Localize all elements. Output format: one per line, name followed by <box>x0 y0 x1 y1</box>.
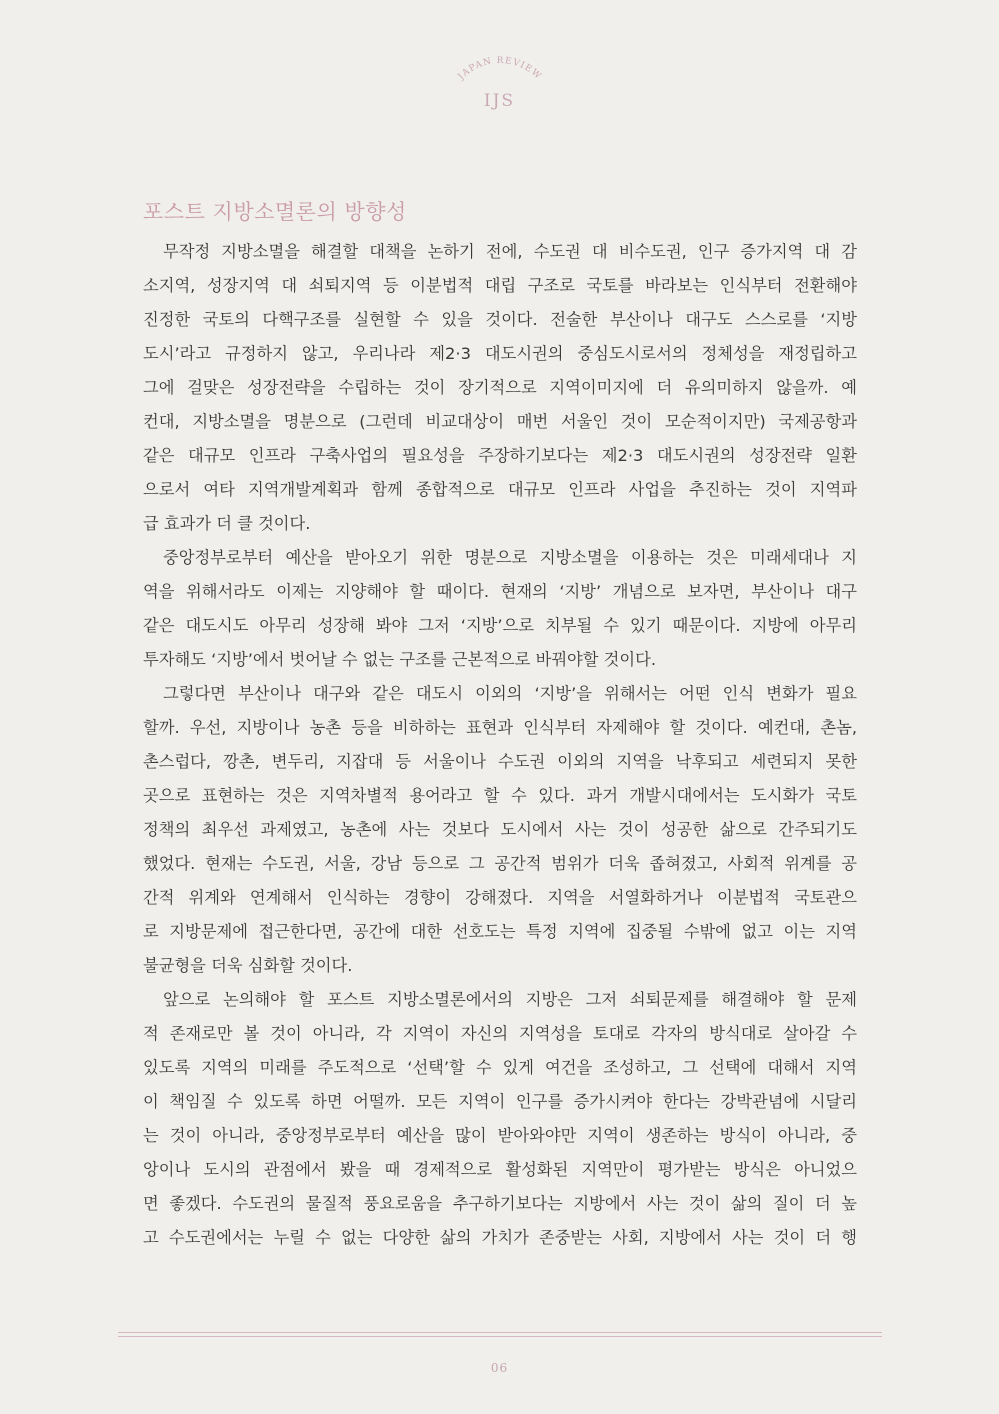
logo-mark: IJS <box>483 91 516 111</box>
paragraph-line: 했었다. 현재는 수도권, 서울, 강남 등으로 그 공간적 범위가 더욱 좁혀졌고, 사회적 위계를 공 <box>143 854 857 873</box>
journal-logo <box>0 55 999 111</box>
paragraph-line: 불균형을 더욱 심화할 것이다. <box>143 956 353 975</box>
paragraph-line: 앞으로 논의해야 할 포스트 지방소멸론에서의 지방은 그저 쇠퇴문제를 해결해야 할 문제 <box>163 990 857 1009</box>
paragraph <box>143 541 857 677</box>
paragraph-line: 같은 대규모 인프라 구축사업의 필요성을 주장하기보다는 제2·3 대도시권의 성장전략 일환 <box>143 446 857 465</box>
paragraph-line: 으로서 여타 지역개발계획과 함께 종합적으로 대규모 인프라 사업을 추진하는 것이 지역파 <box>143 480 857 499</box>
paragraph-line: 는 것이 아니라, 중앙정부로부터 예산을 많이 받아와야만 지역이 생존하는 방식이 아니라, 중 <box>143 1126 857 1145</box>
paragraph-line: 앙이나 도시의 관점에서 봤을 때 경제적으로 활성화된 지역만이 평가받는 방식은 아니었으 <box>143 1160 857 1179</box>
paragraph-line: 그렇다면 부산이나 대구와 같은 대도시 이외의 ‘지방’을 위해서는 어떤 인식 변화가 필요 <box>163 684 857 703</box>
paragraph-line: 할까. 우선, 지방이나 농촌 등을 비하하는 표현과 인식부터 자제해야 할 것이다. 예컨대, 촌놈, <box>143 718 857 737</box>
paragraph-line: 투자해도 ‘지방’에서 벗어날 수 없는 구조를 근본적으로 바꿔야할 것이다. <box>143 650 657 669</box>
paragraph-line: 컨대, 지방소멸을 명분으로 (그런데 비교대상이 매번 서울인 것이 모순적이지만) 국제공항과 <box>143 412 857 431</box>
paragraph-line: 그에 걸맞은 성장전략을 수립하는 것이 장기적으로 지역이미지에 더 유의미하지 않을까. 예 <box>143 378 857 397</box>
paragraph-line: 도시’라고 규정하지 않고, 우리나라 제2·3 대도시권의 중심도시로서의 정체성을 재정립하고 <box>143 344 857 363</box>
paragraph <box>143 235 857 541</box>
footer-rule-top <box>118 1332 882 1333</box>
paragraph <box>143 677 857 983</box>
paragraph-line: 급 효과가 더 클 것이다. <box>143 514 311 533</box>
paragraph-line: 있도록 지역의 미래를 주도적으로 ‘선택’할 수 있게 여건을 조성하고, 그 선택에 대해서 지역 <box>143 1058 857 1077</box>
footer-rule-bottom <box>118 1336 882 1337</box>
paragraph-line: 이 책임질 수 있도록 하면 어떨까. 모든 지역이 인구를 증가시켜야 한다는 강박관념에 시달리 <box>143 1092 857 1111</box>
paragraph-line: 적 존재로만 볼 것이 아니라, 각 지역이 자신의 지역성을 토대로 각자의 방식대로 살아갈 수 <box>143 1024 857 1043</box>
paragraph-line: 같은 대도시도 아무리 성장해 봐야 그저 ‘지방’으로 치부될 수 있기 때문이다. 지방에 아무리 <box>143 616 857 635</box>
paragraph-line: 로 지방문제에 접근한다면, 공간에 대한 선호도는 특정 지역에 집중될 수밖에 없고 이는 지역 <box>143 922 857 941</box>
paragraph-line: 곳으로 표현하는 것은 지역차별적 용어라고 할 수 있다. 과거 개발시대에서는 도시화가 국토 <box>143 786 857 805</box>
paragraph-line: 고 수도권에서는 누릴 수 없는 다양한 삶의 가치가 존중받는 사회, 지방에서 사는 것이 더 행 <box>143 1228 857 1247</box>
paragraph-line: 진정한 국토의 다핵구조를 실현할 수 있을 것이다. 전술한 부산이나 대구도 스스로를 ‘지방 <box>143 310 857 329</box>
paragraph-line: 간적 위계와 연계해서 인식하는 경향이 강해졌다. 지역을 서열화하거나 이분법적 국토관으 <box>143 888 857 907</box>
paragraph-line: 면 좋겠다. 수도권의 물질적 풍요로움을 추구하기보다는 지방에서 사는 것이 삶의 질이 더 높 <box>143 1194 857 1213</box>
page-number: 06 <box>490 1361 509 1375</box>
svg-text:JAPAN REVIEW <box>455 56 542 83</box>
paragraph <box>143 983 857 1255</box>
paragraph-line: 역을 위해서라도 이제는 지양해야 할 때이다. 현재의 ‘지방’ 개념으로 보자면, 부산이나 대구 <box>143 582 857 601</box>
section-title: 포스트 지방소멸론의 방향성 <box>143 200 407 224</box>
paragraph-line: 무작정 지방소멸을 해결할 대책을 논하기 전에, 수도권 대 비수도권, 인구 증가지역 대 감 <box>163 242 857 261</box>
logo-arc-text: JAPAN REVIEW <box>456 55 543 83</box>
paragraph-line: 촌스럽다, 깡촌, 변두리, 지잡대 등 서울이나 수도권 이외의 지역을 낙후되고 세련되지 못한 <box>143 752 857 771</box>
paragraph-line: 소지역, 성장지역 대 쇠퇴지역 등 이분법적 대립 구조로 국토를 바라보는 인식부터 전환해야 <box>143 276 857 295</box>
article-body <box>143 235 857 1255</box>
paragraph-line: 중앙정부로부터 예산을 받아오기 위한 명분으로 지방소멸을 이용하는 것은 미래세대나 지 <box>163 548 857 567</box>
paragraph-line: 정책의 최우선 과제였고, 농촌에 사는 것보다 도시에서 사는 것이 성공한 삶으로 간주되기도 <box>143 820 857 839</box>
